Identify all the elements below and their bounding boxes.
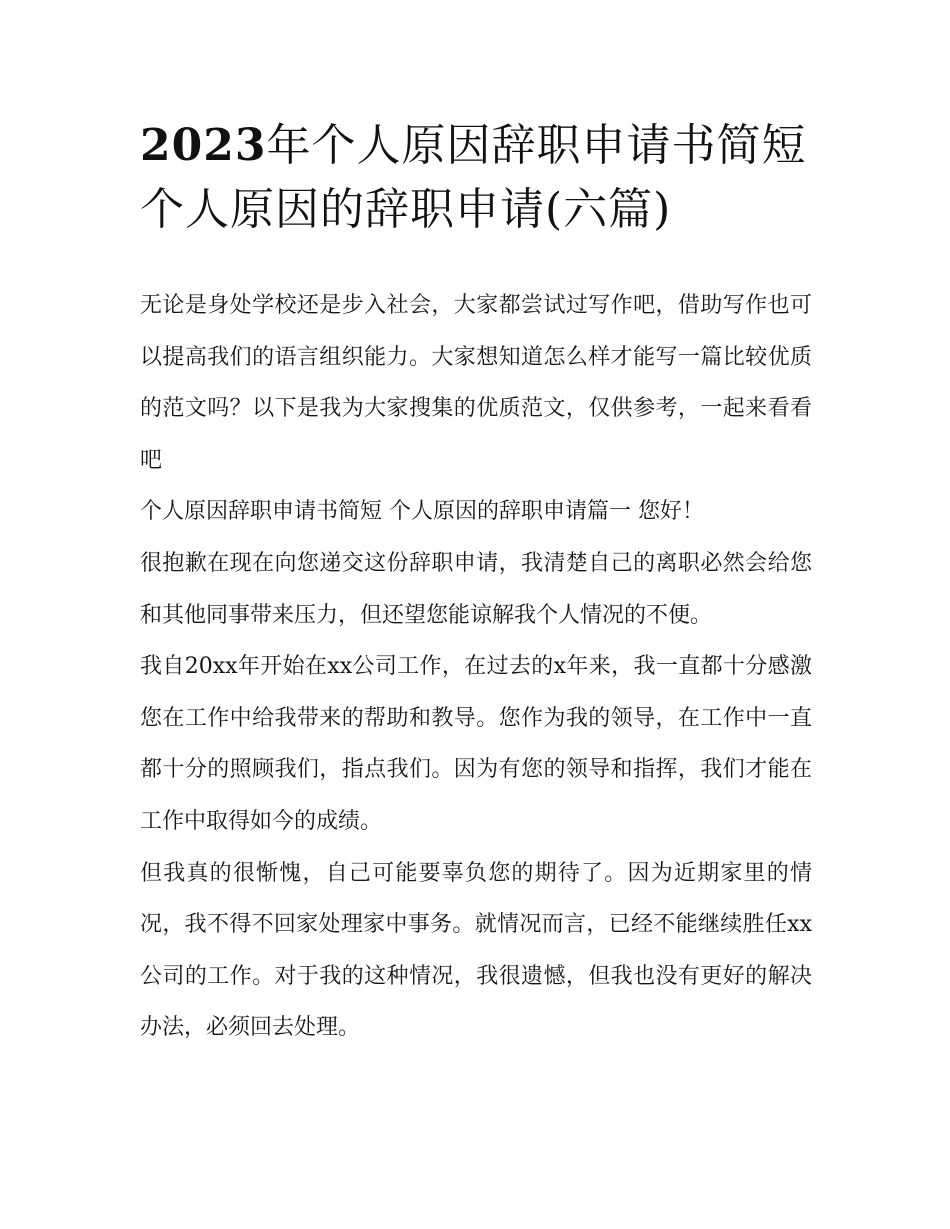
document-body: [140, 280, 812, 1054]
title-year: 2023: [140, 120, 267, 171]
body-paragraph: 很抱歉在现在向您递交这份辞职申请，我清楚自己的离职必然会给您和其他同事带来压力，但还望您能谅解我个人情况的不便。: [140, 550, 812, 628]
body-paragraph: 我自20xx年开始在xx公司工作，在过去的x年来，我一直都十分感激您在工作中给我带来的帮助和教导。您作为我的领导，在工作中一直都十分的照顾我们，指点我们。因为有您的领导和指挥，我们才能在工作中取得如今的成绩。: [140, 654, 812, 834]
intro-paragraph: 无论是身处学校还是步入社会，大家都尝试过写作吧，借助写作也可以提高我们的语言组织能力。大家想知道怎么样才能写一篇比较优质的范文吗？以下是我为大家搜集的优质范文，仅供参考，一起来看看吧: [140, 293, 812, 473]
title-text: 年个人原因辞职申请书简短 个人原因的辞职申请(六篇): [140, 120, 807, 235]
document-title: [140, 114, 820, 242]
section-heading-line: 个人原因辞职申请书简短 个人原因的辞职申请篇一 您好！: [140, 499, 704, 525]
body-paragraph: 但我真的很惭愧，自己可能要辜负您的期待了。因为近期家里的情况，我不得不回家处理家中事务。就情况而言，已经不能继续胜任xx公司的工作。对于我的这种情况，我很遗憾，但我也没有更好的解决办法，必须回去处理。: [140, 860, 812, 1041]
